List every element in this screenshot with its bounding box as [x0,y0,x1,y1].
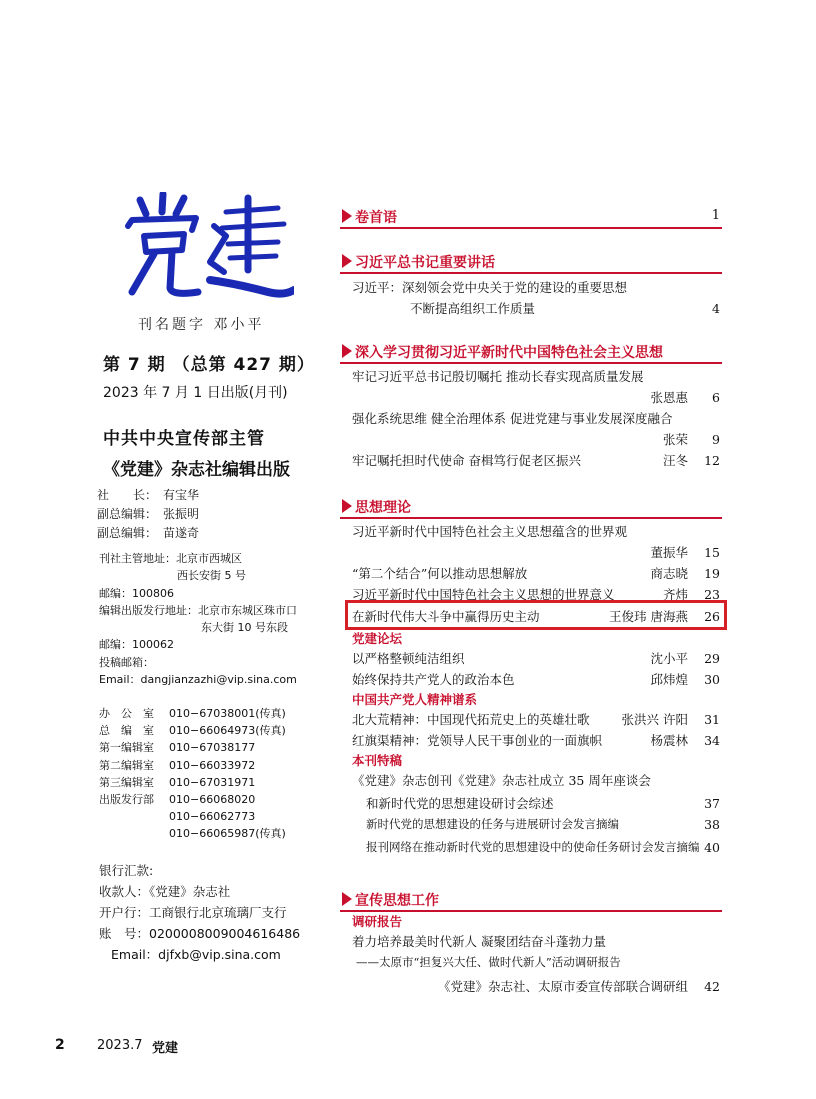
bank-heading: 银行汇款: [99,863,154,878]
section-header [340,888,722,912]
triangle-marker-icon [342,499,352,513]
phone-number: 010−67031971 [169,775,256,789]
page-number: 9 [712,432,720,447]
toc-entry[interactable] [340,669,722,690]
highlight-box [345,600,727,630]
subsection-title: 本刊特稿 [352,753,403,768]
bank-email: Email：djfxb@vip.sina.com [111,947,281,962]
entry-author: 张荣 [662,432,688,447]
phone-row [99,774,286,791]
phone-dept: 第一编辑室 [99,741,154,755]
toc-entry[interactable] [340,563,722,584]
triangle-marker-icon [342,254,352,268]
postcode: 邮编：100062 [99,638,174,652]
entry-author: 杨震林 [650,733,688,748]
bank-name: 开户行：工商银行北京琉璃厂支行 [99,905,287,920]
submission-email: Email：dangjianzazhi@vip.sina.com [99,673,297,687]
toc-section-speech [340,250,722,319]
subsection-title: 调研报告 [352,914,403,929]
toc-entry[interactable] [340,277,722,298]
calligraphy-caption: 刊名题字 邓小平 [138,317,265,333]
entry-author: 齐炜 [662,587,688,602]
page-number: 30 [704,672,720,687]
phone-dept: 出版发行部 [99,793,154,807]
phone-number: 010−66033972 [169,758,256,772]
page-number: 40 [704,840,720,855]
phone-dept: 第二编辑室 [99,758,154,772]
toc-entry-continued[interactable] [340,793,722,814]
supervisor-address: 刊社主管地址：北京市西城区 [99,552,242,565]
entry-title: 以严格整顿纯洁组织 [352,651,465,666]
editorial-address-line2: 东大街 10 号东段 [201,621,288,635]
entry-title: 强化系统思维 健全治理体系 促进党建与事业发展深度融合 [352,411,673,426]
entry-author: 《党建》杂志社、太原市委宣传部联合调研组 [437,979,688,994]
entry-title: 《党建》杂志创刊《党建》杂志社成立 35 周年座谈会 [352,773,651,788]
publisher: 《党建》杂志社编辑出版 [103,460,290,480]
phone-row [99,757,286,774]
phone-number: 010−66065987(传真) [169,827,286,841]
phone-row [99,739,286,756]
toc-entry[interactable] [340,730,722,751]
phone-row [99,722,286,739]
toc-entry[interactable] [340,450,722,471]
toc-entry[interactable] [340,408,722,429]
toc-section-propaganda [340,888,722,997]
page-number: 19 [704,566,720,581]
page-number: 29 [704,651,720,666]
entry-author: 张洪兴 许阳 [621,712,688,727]
submission-label: 投稿邮箱： [99,655,154,669]
entry-author: 沈小平 [650,651,688,666]
issue-number: 第 7 期 （总第 427 期） [103,355,315,375]
entry-title: 新时代党的思想建设的任务与进展研讨会发言摘编 [366,817,619,831]
section-header [340,495,722,519]
toc-entry[interactable] [340,837,722,858]
toc-entry[interactable] [340,770,722,791]
entry-title: 习近平新时代中国特色社会主义思想的世界意义 [352,587,615,602]
entry-title: 在新时代伟大斗争中赢得历史主动 [352,609,540,624]
toc-entry-meta [340,387,722,408]
entry-title: 报刊网络在推动新时代党的思想建设中的使命任务研讨会发言摘编 [366,840,700,854]
bank-payee: 收款人：《党建》杂志社 [99,884,231,899]
publication-date: 2023 年 7 月 1 日出版(月刊) [103,385,288,401]
toc-entry-continued[interactable] [340,298,722,319]
toc-entry-subtitle [340,952,722,973]
phone-number: 010−66064973(传真) [169,724,286,738]
phone-number: 010−66068020 [169,793,256,807]
footer-page-number: 2 [55,1037,65,1053]
toc-entry[interactable] [340,366,722,387]
section-title[interactable]: 宣传思想工作 [355,893,439,909]
page-number: 23 [704,587,720,602]
entry-author: 商志晓 [650,566,688,581]
page-number: 6 [712,390,720,405]
phone-row [99,705,286,722]
entry-author: 王俊玮 唐海燕 [609,609,688,624]
entry-title: 习近平：深刻领会党中央关于党的建设的重要思想 [352,280,628,295]
toc-entry[interactable] [340,931,722,952]
dangjian-logo [118,192,294,308]
entry-title: 始终保持共产党人的政治本色 [352,672,515,687]
staff-row [97,524,199,543]
toc-entry[interactable] [340,648,722,669]
page-number: 12 [704,453,720,468]
section-title[interactable]: 卷首语 [355,210,397,226]
staff-role: 社 长： [97,488,158,502]
phone-number: 010−67038177 [169,741,256,755]
page-number: 1 [711,208,720,223]
section-title[interactable]: 深入学习贯彻习近平新时代中国特色社会主义思想 [355,345,663,361]
section-title[interactable]: 思想理论 [355,500,411,516]
page-number: 38 [704,817,720,832]
supervisor-address-line2: 西长安街 5 号 [177,569,246,583]
subsection-title: 党建论坛 [352,631,403,646]
editorial-address: 编辑出版发行地址：北京市东城区珠市口 [99,603,297,617]
footer-date: 2023.7 [97,1038,143,1053]
page-number: 37 [704,796,720,811]
staff-name: 张振明 [163,507,200,521]
entry-author: 张恩惠 [650,390,688,405]
toc-entry-meta [340,976,722,997]
subsection-title: 中国共产党人精神谱系 [352,692,478,707]
toc-section-theory [340,495,722,858]
staff-role: 副总编辑： [97,507,158,521]
triangle-marker-icon [342,209,352,223]
phone-dept: 总 编 室 [99,724,154,738]
toc-section-study [340,340,722,471]
entry-title: 和新时代党的思想建设研讨会综述 [366,796,554,811]
bank-info [99,860,300,965]
phone-row [99,825,286,842]
page-number: 26 [704,609,720,624]
staff-name: 有宝华 [163,488,200,502]
sponsor: 中共中央宣传部主管 [103,429,265,449]
toc-entry-meta [340,429,722,450]
entry-subtitle: ——太原市“担复兴大任、做时代新人”活动调研报告 [356,955,621,969]
entry-title: 北大荒精神：中国现代拓荒史上的英雄壮歌 [352,712,590,727]
page-number: 42 [704,979,720,994]
section-title[interactable]: 习近平总书记重要讲话 [355,255,495,271]
toc-entry[interactable] [340,521,722,542]
staff-row [97,486,199,505]
entry-title: “第二个结合”何以推动思想解放 [352,566,528,581]
phone-row [99,808,286,825]
entry-title: 牢记习近平总书记殷切嘱托 推动长春实现高质量发展 [352,369,644,384]
entry-author: 邱炜煌 [650,672,688,687]
section-header [340,205,722,229]
triangle-marker-icon [342,344,352,358]
entry-title: 着力培养最美时代新人 凝聚团结奋斗蓬勃力量 [352,934,606,949]
toc-entry-meta [340,542,722,563]
entry-author: 董振华 [650,545,688,560]
phone-row [99,791,286,808]
triangle-marker-icon [342,892,352,906]
entry-title: 习近平新时代中国特色社会主义思想蕴含的世界观 [352,524,628,539]
staff-role: 副总编辑： [97,526,158,540]
footer-magazine-name: 党建 [152,1041,179,1056]
page-number: 34 [704,733,720,748]
page-number: 31 [704,712,720,727]
staff-list [97,486,199,543]
staff-name: 苗遂奇 [163,526,200,540]
page-number: 15 [704,545,720,560]
toc-section-preface [340,205,722,229]
phone-number: 010−66062773 [169,810,256,824]
postcode: 邮编：100806 [99,586,174,600]
phone-dept: 办 公 室 [99,707,154,720]
section-header [340,340,722,364]
staff-row [97,505,199,524]
toc-entry[interactable] [340,709,722,730]
address-block [99,550,297,688]
entry-title: 不断提高组织工作质量 [410,301,536,316]
entry-author: 汪冬 [662,453,688,468]
phone-dept: 第三编辑室 [99,775,154,789]
phone-list [99,705,286,843]
section-header [340,250,722,274]
phone-number: 010−67038001(传真) [169,707,286,720]
toc-entry[interactable] [340,814,722,835]
entry-title: 牢记嘱托担时代使命 奋楫笃行促老区振兴 [352,453,581,468]
entry-title: 红旗渠精神：党领导人民干事创业的一面旗帜 [352,733,603,748]
page-number: 4 [712,301,720,316]
bank-account: 账 号：0200008009004616486 [99,926,301,941]
